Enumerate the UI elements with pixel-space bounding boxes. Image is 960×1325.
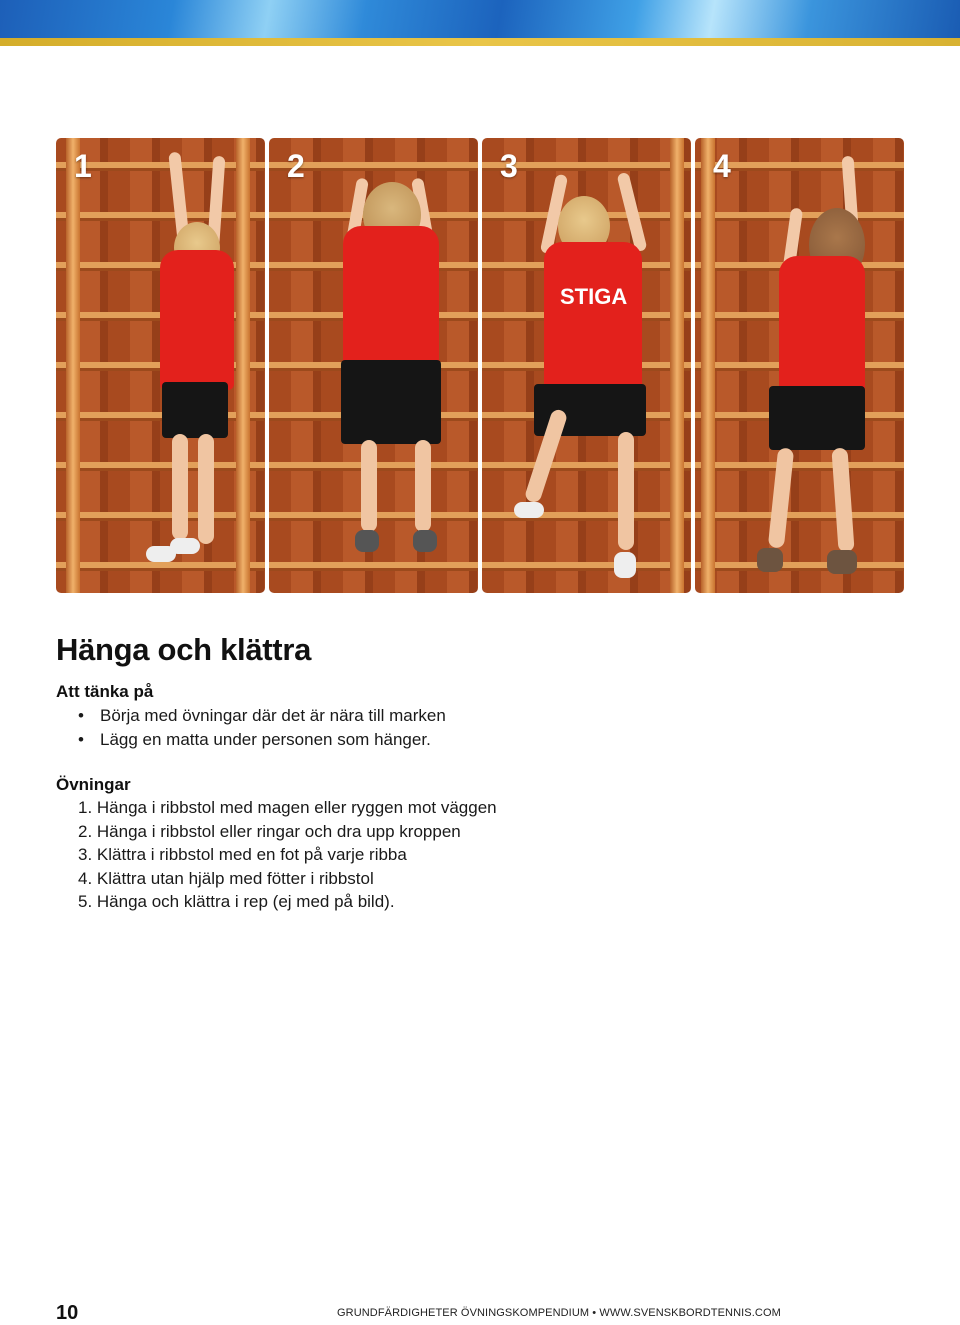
list-item: 3. Klättra i ribbstol med en fot på varje ribba [78,845,407,864]
page-number: 10 [56,1302,79,1324]
wall-bar-rail [670,138,684,593]
page-title: Hänga och klättra [56,632,312,667]
list-item: 2. Hänga i ribbstol eller ringar och dra upp kroppen [78,821,461,841]
photo-3 [482,138,691,593]
list-item: • Börja med övningar där det är nära till marken [56,704,446,728]
top-banner [0,0,960,38]
wall-bar-rail [701,138,715,593]
think-list [56,704,446,752]
top-gold-stripe [0,38,960,46]
photo-number: 3 [500,148,518,184]
child-hanging [329,138,449,593]
photo-number: 2 [287,148,305,184]
photo-2 [269,138,478,593]
shirt-logo-text: STIGA [560,284,628,309]
exercises-list [56,796,497,914]
list-item: • Lägg en matta under personen som hänger. [56,728,446,752]
list-item: 4. Klättra utan hjälp med fötter i ribbstol [78,868,374,888]
photo-1 [56,138,265,593]
exercises-heading: Övningar [56,775,131,794]
footer-text: GRUNDFÄRDIGHETER ÖVNINGSKOMPENDIUM • WWW.SVENSKBORDTENNIS.COM [337,1307,781,1319]
wall-bar-rail [66,138,80,593]
photo-4 [695,138,904,593]
child-hanging [126,138,246,593]
child-climbing [518,138,658,593]
list-item: 1. Hänga i ribbstol med magen eller ryggen mot väggen [78,798,497,817]
think-heading: Att tänka på [56,682,154,701]
photo-number: 1 [74,148,92,184]
photo-number: 4 [713,148,731,184]
child-climbing [751,138,891,593]
photo-row [56,138,904,593]
list-item: 5. Hänga och klättra i rep (ej med på bild). [78,892,395,911]
